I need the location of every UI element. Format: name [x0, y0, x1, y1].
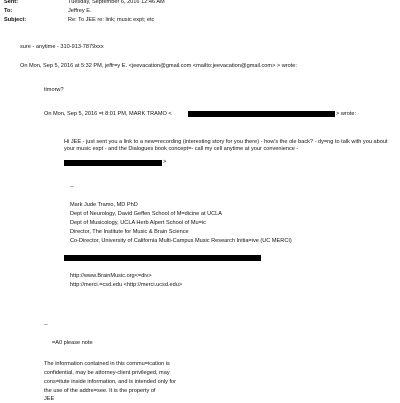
reply-line: sure - anytime - 310-913-7879xxx — [20, 44, 104, 50]
quote-header-1: On Mon, Sep 5, 2016 at 5:32 PM, jeffr=y E. <jeevacation@gmail.com <mailto:jeevacation@gmail.com> > wrote: — [20, 63, 297, 69]
quoted-message: Hi JEE - just sent you a link to a new=recording (interesting story for you there) - how's the ole back? - dy=ng to talk with you about your music expt - and the Dialogues book concept=- call my cell anytime at your convenience - — [64, 139, 388, 152]
sent-label: Sent: — [4, 0, 18, 5]
signature-line: Director, The Institute for Music & Brain Science — [70, 229, 189, 235]
to-value: Jeffrey E. — [68, 8, 92, 14]
disclaimer-line: the use of the addre=see. It is the property of — [44, 388, 156, 394]
quoted-message-tail: > — [163, 159, 167, 165]
separator-dashes: -- — [44, 322, 48, 328]
redaction-bar — [188, 111, 335, 117]
disclaimer-line: cons=itute inside information, and is intended only for — [44, 379, 176, 385]
please-note: =A0 please note — [52, 340, 93, 346]
link-merci[interactable]: http://merci.=csd.edu <http://merci.ucsd.edu> — [70, 282, 183, 288]
signature-separator: -- — [70, 184, 74, 190]
signature-line: Dept of Neurology, David Geffen School of M=dicine at UCLA — [70, 211, 222, 217]
quote-header-2: On Mon, Sep 5, 2016 =t 8:01 PM, MARK TRAMO < — [44, 111, 172, 117]
redaction-bar — [64, 255, 261, 261]
quote-timorw: timorw? — [44, 87, 64, 93]
sent-value: Tuesday, September 6, 2016 12:46 AM — [68, 0, 165, 5]
disclaimer-line: JEE — [44, 396, 55, 402]
quote-header-2-suffix: > wrote: — [336, 111, 357, 117]
subject-value: Re: To JEE re: link; music expt; etc — [68, 17, 155, 23]
signature-name: Mark Jude Tramo, MD PhD — [70, 202, 138, 208]
subject-label: Subject: — [4, 17, 27, 23]
redaction-bar — [64, 160, 162, 166]
disclaimer-line: The information contained in this commu=ication is — [44, 361, 170, 367]
link-brainmusic[interactable]: http://www.BrainMusic.org<=div> — [70, 273, 152, 279]
disclaimer-line: confidential, may be attorney-client privileged, may — [44, 370, 170, 376]
signature-line: Co-Director, University of California Multi-Campus Music Research Initia=ive (UC MERCI) — [70, 238, 292, 244]
signature-line: Dept of Musicology, UCLA Herb Alpert School of Mu=ic — [70, 220, 206, 226]
to-label: To: — [4, 8, 13, 14]
